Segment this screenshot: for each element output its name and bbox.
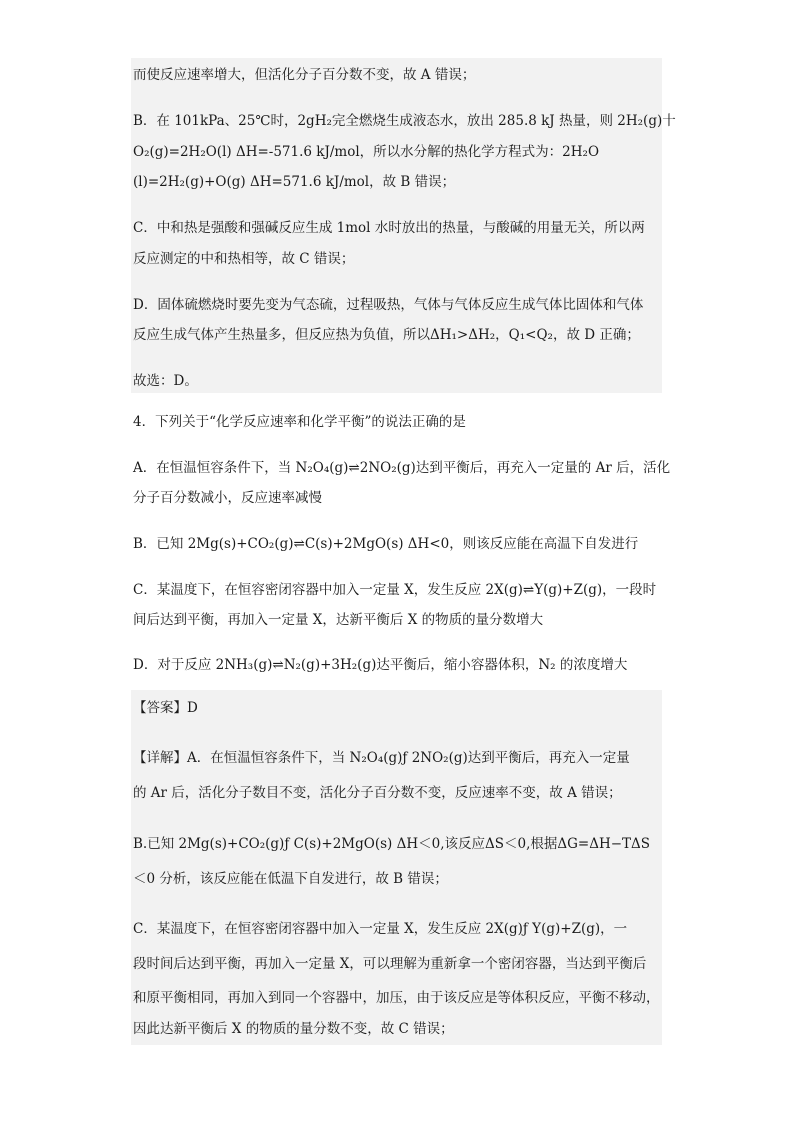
text-line: 和原平衡相同，再加入到同一个容器中，加压，由于该反应是等体积反应，平衡不移动， (133, 990, 660, 1006)
text-line: B．在 101kPa、25℃时，2gH₂完全燃烧生成液态水，放出 285.8 kJ 热量，则 2H₂(g)十 (133, 113, 676, 129)
option-c: C．某温度下，在恒容密闭容器中加入一定量 X，发生反应 2X(g)⇌Y(g)+Z(g)，一段时 (133, 582, 657, 598)
option-c-cont: 间后达到平衡，再加入一定量 X，达新平衡后 X 的物质的量分数增大 (133, 612, 544, 628)
option-a-cont: 分子百分数减小，反应速率减慢 (133, 490, 322, 506)
text-line: 故选：D。 (133, 373, 198, 389)
text-line: D．固体硫燃烧时要先变为气态硫，过程吸热，气体与气体反应生成气体比固体和气体 (133, 297, 644, 313)
text-line: O₂(g)=2H₂O(l) ΔH=-571.6 kJ/mol，所以水分解的热化学方程式为：2H₂O (133, 144, 600, 160)
text-line: 反应测定的中和热相等，故 C 错误； (133, 251, 355, 267)
answer-block (131, 690, 662, 1045)
option-a: A．在恒温恒容条件下，当 N₂O₄(g)⇌2NO₂(g)达到平衡后，再充入一定量的 Ar 后，活化 (133, 460, 671, 476)
text-line: (l)=2H₂(g)+O(g) ΔH=571.6 kJ/mol，故 B 错误； (133, 174, 456, 190)
option-b: B．已知 2Mg(s)+CO₂(g)⇌C(s)+2MgO(s) ΔH<0，则该反应能在高温下自发进行 (133, 536, 639, 552)
text-line: C．某温度下，在恒容密闭容器中加入一定量 X，发生反应 2X(g)ƒ Y(g)+Z(g)，一 (133, 921, 628, 937)
text-line: 的 Ar 后，活化分子数目不变，活化分子百分数不变，反应速率不变，故 A 错误； (133, 785, 622, 801)
text-line: 反应生成气体产生热量多，但反应热为负值，所以ΔH₁>ΔH₂，Q₁<Q₂，故 D 正确； (133, 327, 640, 343)
text-line: 【详解】A．在恒温恒容条件下，当 N₂O₄(g)ƒ 2NO₂(g)达到平衡后，再充入一定量 (133, 750, 630, 766)
text-line: C．中和热是强酸和强碱反应生成 1mol 水时放出的热量，与酸碱的用量无关，所以两 (133, 220, 645, 236)
text-line: B.已知 2Mg(s)+CO₂(g)ƒ C(s)+2MgO(s) ΔH＜0,该反应ΔS＜0,根据ΔG=ΔH−TΔS (133, 836, 651, 852)
answer-label: 【答案】D (133, 700, 198, 716)
question-4-block (131, 405, 671, 685)
text-line: 段时间后达到平衡，再加入一定量 X，可以理解为重新拿一个密闭容器，当达到平衡后 (133, 956, 647, 972)
explanation-block-q3 (131, 58, 676, 393)
text-line: 而使反应速率增大，但活化分子百分数不变，故 A 错误； (133, 67, 476, 83)
question-stem: 4．下列关于“化学反应速率和化学平衡”的说法正确的是 (133, 414, 466, 430)
option-d: D．对于反应 2NH₃(g)⇌N₂(g)+3H₂(g)达平衡后，缩小容器体积，N₂ 的浓度增大 (133, 657, 628, 673)
text-line: 因此达新平衡后 X 的物质的量分数不变，故 C 错误； (133, 1021, 454, 1037)
text-line: ＜0 分析，该反应能在低温下自发进行，故 B 错误； (133, 871, 448, 887)
